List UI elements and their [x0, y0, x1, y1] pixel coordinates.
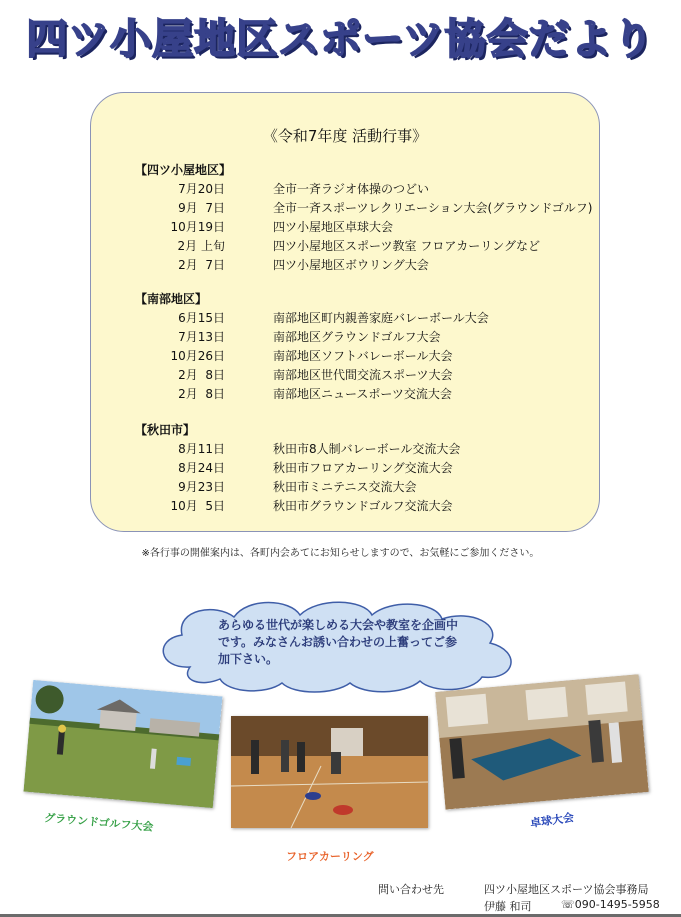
schedule-row: 10月19日 四ツ小屋地区卓球大会	[170, 220, 394, 234]
cloud-message: あらゆる世代が楽しめる大会や教室を企画中です。みなさんお誘い合わせの上奮ってご参加下さい。	[218, 618, 459, 666]
schedule-row: 2月 7日 四ツ小屋地区ボウリング大会	[178, 258, 429, 272]
ground-golf-caption: グラウンドゴルフ大会	[43, 811, 154, 834]
section-title: 【南部地区】	[135, 292, 208, 306]
floor-curling-photo	[231, 716, 428, 828]
contact-office: 四ツ小屋地区スポーツ協会事務局	[484, 883, 649, 896]
ground-golf-photo	[23, 680, 222, 808]
schedule-row: 7月20日 全市一斉ラジオ体操のつどい	[178, 182, 430, 196]
schedule-row: 2月 上旬 四ツ小屋地区スポーツ教室 フロアカーリングなど	[177, 239, 540, 253]
contact-person: 伊藤 和司	[484, 900, 532, 913]
schedule-row: 9月23日 秋田市ミニテニス交流大会	[178, 480, 417, 494]
floor-curling-image	[231, 716, 428, 828]
schedule-row: 2月 8日 南部地区世代間交流スポーツ大会	[178, 368, 453, 382]
schedule-row: 10月 5日 秋田市グラウンドゴルフ交流大会	[170, 499, 453, 513]
floor-curling-caption: フロアカーリング	[286, 850, 374, 863]
contact-label: 問い合わせ先	[378, 883, 444, 896]
table-tennis-caption: 卓球大会	[529, 810, 575, 830]
section-akita-city	[135, 421, 460, 516]
schedule-row: 10月26日 南部地区ソフトバレーボール大会	[170, 349, 453, 363]
schedule-row: 7月13日 南部地区グラウンドゴルフ大会	[178, 330, 441, 344]
participation-note: ※各行事の開催案内は、各町内会あてにお知らせしますので、お気軽にご参加ください。	[141, 548, 540, 559]
section-title: 【四ツ小屋地区】	[135, 163, 232, 177]
schedule-heading: 《令和7年度 活動行事》	[262, 127, 428, 145]
contact-phone	[561, 898, 660, 911]
phone-icon: ☏	[561, 898, 575, 911]
schedule-box	[90, 92, 600, 532]
table-tennis-photo	[435, 674, 649, 809]
newsletter-title: 四ツ小屋地区スポーツ協会だより	[26, 15, 655, 63]
schedule-row: 8月11日 秋田市8人制バレーボール交流大会	[178, 442, 461, 456]
section-title: 【秋田市】	[135, 423, 196, 437]
schedule-row: 6月15日 南部地区町内親善家庭バレーボール大会	[178, 311, 489, 325]
ground-golf-image	[23, 680, 222, 808]
phone-number: 090-1495-5958	[574, 898, 660, 911]
schedule-row: 8月24日 秋田市フロアカーリング交流大会	[178, 461, 453, 475]
table-tennis-image	[435, 674, 649, 809]
section-nanbu	[135, 290, 489, 404]
schedule-row: 9月 7日 全市一斉スポーツレクリエーション大会(グラウンドゴルフ)	[178, 201, 593, 215]
schedule-row: 2月 8日 南部地区ニュースポーツ交流大会	[178, 387, 452, 401]
section-yotsugoya	[135, 161, 592, 275]
